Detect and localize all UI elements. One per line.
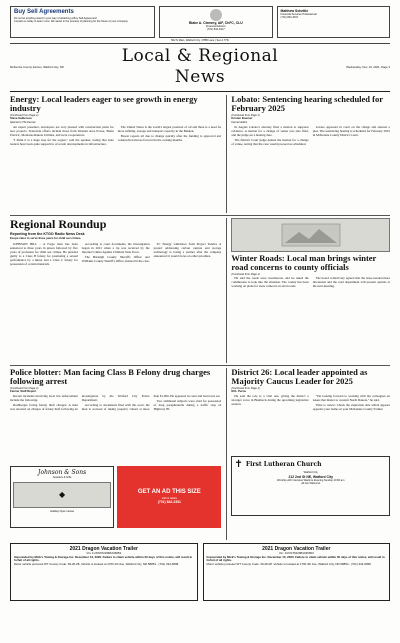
bottom-ads bbox=[10, 543, 390, 601]
district-byline: M.K. Pernu bbox=[231, 389, 247, 394]
regional-para: According to court documents, the investigation began in 2021 when a tip was received by the Internet Crimes Against Children Task Force. bbox=[81, 241, 150, 254]
police-byline: Farmer Staff Report bbox=[10, 389, 37, 394]
winter-article bbox=[226, 218, 390, 363]
buy-sell-ad-contact: Contact us today to learn more. We assist in the process of planning for the future of your company. bbox=[14, 19, 129, 23]
advisor-sub: Financial Advisor bbox=[206, 25, 226, 29]
regional-roundup bbox=[10, 218, 221, 363]
impound-contact: Motor vehicle pursuant WT County Code: 39-26-08. Vehicle is located at 1700 4th Ave, Watford City, ND 58854 - (701) 334-6698 bbox=[206, 561, 371, 566]
police-para: According to documents filed with the court, the man is accused of taking property valued at more than $1,000. He appeared in court and bond was set. bbox=[81, 393, 221, 411]
police-para: Roshberger facing felony theft charges: A man was arrested on charges of felony theft following an investigation by the Watford City Police Department. bbox=[10, 393, 150, 411]
buy-sell-ad-title: Buy Sell Agreements bbox=[14, 9, 74, 15]
jewelry-line: Holiday Open House bbox=[50, 509, 75, 513]
jewelry-ad bbox=[10, 466, 114, 528]
lobato-para: In August Lobato's attorney filed a motion to suppress evidence. A motion for a change of venue was also filed, and the judge set a hearing date. bbox=[231, 125, 309, 138]
regional-para: The Burleigh County Sheriff's Office and Williams County Sheriff's Office assisted in the case. bbox=[81, 254, 150, 263]
police-headline: Police blotter: Man facing Class B Felony drug charges following arrest bbox=[10, 367, 211, 386]
middle-row bbox=[10, 218, 390, 363]
church-name: First Lutheran Church bbox=[245, 461, 322, 469]
energy-para: "I think it is a huge step for the region," said the speaker, noting that state leaders have been quite supportive of recent developments in infrastructure. bbox=[10, 137, 114, 146]
church-address: 212 2nd St NE, Watford City bbox=[288, 474, 333, 479]
church-ad bbox=[231, 456, 390, 516]
regional-para: JOHNSON HILL - A Fargo man has been sentenced to three years in prison followed by five years of probation for child sex crimes. He pleaded guilty to a Class B felony for promoting a sexual performance by a minor and a Class C felony for possession of certain materials. bbox=[10, 241, 78, 266]
lobato-body bbox=[231, 125, 390, 146]
energy-headline: Energy: Local leaders eager to see growth in energy industry bbox=[10, 94, 198, 113]
impound-title: 2021 Dragon Vacation Trailer bbox=[69, 545, 138, 552]
energy-role: Special to The Farmer bbox=[10, 120, 36, 124]
advisor-ad-2 bbox=[277, 6, 390, 38]
get-ad-promo[interactable] bbox=[117, 466, 221, 528]
gem-icon: ◆ bbox=[59, 489, 66, 499]
ad-cluster bbox=[10, 466, 221, 528]
energy-byline: Steve Halberson bbox=[10, 116, 32, 121]
lobato-byline: Kristen Boerner bbox=[231, 116, 253, 121]
regional-headline: Regional Roundup bbox=[10, 217, 107, 231]
divider bbox=[10, 365, 390, 366]
impound-title: 2021 Dragon Vacation Trailer bbox=[262, 545, 331, 552]
church-icon: ✝ bbox=[234, 458, 243, 470]
winter-body bbox=[231, 276, 390, 289]
lobato-para: The District Court judge denied the motion for a change of venue, noting that the case would proceed as scheduled. bbox=[231, 137, 309, 146]
top-ad-row bbox=[10, 6, 390, 38]
regional-para: TC Energy withdraws from Project Tundra: A project addressing carbon capture and storage technology is losing a partner after the company announced it would focus on other priorities. bbox=[153, 241, 222, 258]
district-para: Time to renew: Check the expiration date which appears opposite your name on your McKenzie County Farmer. bbox=[312, 402, 390, 411]
district-body bbox=[231, 394, 390, 454]
image-placeholder-icon bbox=[281, 223, 341, 247]
jewelry-photo bbox=[13, 482, 111, 508]
church-service: Worship with Intensive Wartime Evening Sunday 10:00 am bbox=[277, 478, 345, 482]
impound-body: Impounded by Mick's Towing & Storage Inc. December 13, 2020. Failure to claim vehicle within 30 days of this notice, will result in forfeit of all rights. bbox=[206, 554, 385, 563]
winter-para: The board collectively agreed that the issue needed more discussion and the road department will present options at the next meeting. bbox=[312, 276, 390, 289]
energy-body bbox=[10, 125, 221, 146]
police-para: Recent incidents involving local law enforcement include the following. bbox=[10, 393, 78, 402]
regional-kicker: Esope class to serve three years for child sex crimes. bbox=[10, 236, 82, 241]
get-ad-title: GET AN AD THIS SIZE bbox=[137, 488, 201, 495]
police-blotter bbox=[10, 368, 221, 540]
advisor2-sub: Financial Services Professional bbox=[280, 13, 317, 17]
energy-continued: (Continued from Page 1) bbox=[10, 114, 39, 118]
ad-address-strip: 502 N Main, Watford City | 7885 Lane | Sec A 77th bbox=[10, 38, 390, 44]
top-stories bbox=[10, 95, 390, 213]
lobato-headline: Lobato: Sentencing hearing scheduled for February 2025 bbox=[231, 94, 383, 113]
section-title: Local & Regional News bbox=[121, 46, 279, 88]
buy-sell-ad-line: Do not let anything stand in your way of obtaining a Buy Sell Agreement! bbox=[14, 16, 98, 20]
regional-body bbox=[10, 242, 221, 266]
district-article bbox=[226, 368, 390, 540]
winter-para: He said the roads were treacherous, and he asked the commission to look into the situation. The county has been working on plans for snow removal on rural roads. bbox=[231, 276, 309, 289]
district-headline: District 26: Local leader appointed as Majority Caucus Leader for 2025 bbox=[231, 367, 368, 386]
lobato-article bbox=[226, 95, 390, 213]
get-ad-phone: (701) 842-2351 bbox=[157, 500, 181, 505]
buy-sell-ad bbox=[10, 6, 155, 38]
police-continued: (Continued from Page 1) bbox=[10, 387, 39, 391]
divider bbox=[10, 215, 390, 216]
district-para: "I'm looking forward to working with my colleagues on issues that matter to western North Dakota," he said. bbox=[312, 393, 390, 402]
advisor2-phone: (701) 842-4517 bbox=[280, 16, 299, 20]
lobato-para: Lobato appeared in court on the charge and entered a plea. The sentencing hearing is scheduled for February 2025 in McKenzie County District Court. bbox=[312, 125, 390, 138]
advisor2-name: Matthew Schettle bbox=[280, 9, 309, 13]
church-denom: Watford City bbox=[303, 471, 318, 475]
masthead bbox=[10, 44, 390, 92]
winter-continued: (Continued from Page 1) bbox=[231, 273, 260, 277]
winter-headline: Winter Roads: Local man brings winter road concerns to county officials bbox=[231, 252, 377, 272]
police-body bbox=[10, 394, 221, 464]
energy-para: Bower reports all due to change quickly after the funding is approved and construction moves forward in the coming months. bbox=[117, 133, 222, 142]
impound-contact: Motor vehicle pursuant WT County Code: 39-26-08. Vehicle is located at 1700 4th Ave, Watford City, ND 58854 - (701) 334-6698 bbox=[14, 561, 179, 566]
advisor-photo bbox=[210, 9, 222, 21]
impound-notice-2 bbox=[203, 543, 391, 601]
advisor-phone: (701) 842-3317 bbox=[206, 28, 225, 32]
church-welcome: All Are Welcome bbox=[301, 482, 321, 486]
district-continued: (Continued from Page 1) bbox=[231, 387, 260, 391]
energy-article bbox=[10, 95, 221, 213]
get-ad-line: Call for details bbox=[161, 496, 177, 500]
lower-row bbox=[10, 368, 390, 540]
energy-para: An expert presenter, developers are very pleased with construction plans for new projects. Statewide efforts include those from Western Area Power, Basin Electric, Montana-Dakota Utilities, and local cooperatives. bbox=[10, 125, 114, 138]
masthead-paper: McKenzie County Farmer, Watford City, ND bbox=[10, 64, 64, 69]
police-para: Two additional subjects were cited for possession of drug paraphernalia during a traffic stop on Highway 85. bbox=[153, 398, 222, 411]
energy-para: The United States is the world's largest producer of oil and there is a need for more refining, storage and transport capacity in the Bakken. bbox=[117, 125, 222, 134]
masthead-date: Wednesday, Nov. 10, 2021, Page 3 bbox=[346, 64, 390, 69]
impound-vin: Vin: 1UNST6229B1036653 bbox=[86, 550, 122, 555]
winter-photo bbox=[231, 218, 390, 252]
advisor-name: Blake A. Clemmy, AIF, ChFC, CLU bbox=[188, 21, 243, 25]
advisor-ad-1 bbox=[159, 6, 272, 38]
jewelry-title: Johnson & Sons bbox=[38, 468, 87, 476]
district-para: He said the role is a vital one, giving the district a stronger voice in Bismarck during the upcoming legislative session. bbox=[231, 393, 309, 406]
impound-vin: Vin: 1UNST6229B1036653 bbox=[278, 550, 314, 555]
impound-notice-1 bbox=[10, 543, 198, 601]
jewelry-sub: Jewelers & Gifts bbox=[52, 476, 72, 480]
lobato-continued: (Continued from Page 1) bbox=[231, 114, 260, 118]
regional-subhead: Reporting from the KTGO Radio News Desk bbox=[10, 231, 85, 236]
impound-body: Impounded by Mick's Towing & Storage Inc. December 13, 2020. Failure to claim vehicle within 30 days of this notice, will result in forfeit of all rights. bbox=[14, 554, 193, 563]
lobato-role: Farmer Editor bbox=[231, 120, 248, 124]
